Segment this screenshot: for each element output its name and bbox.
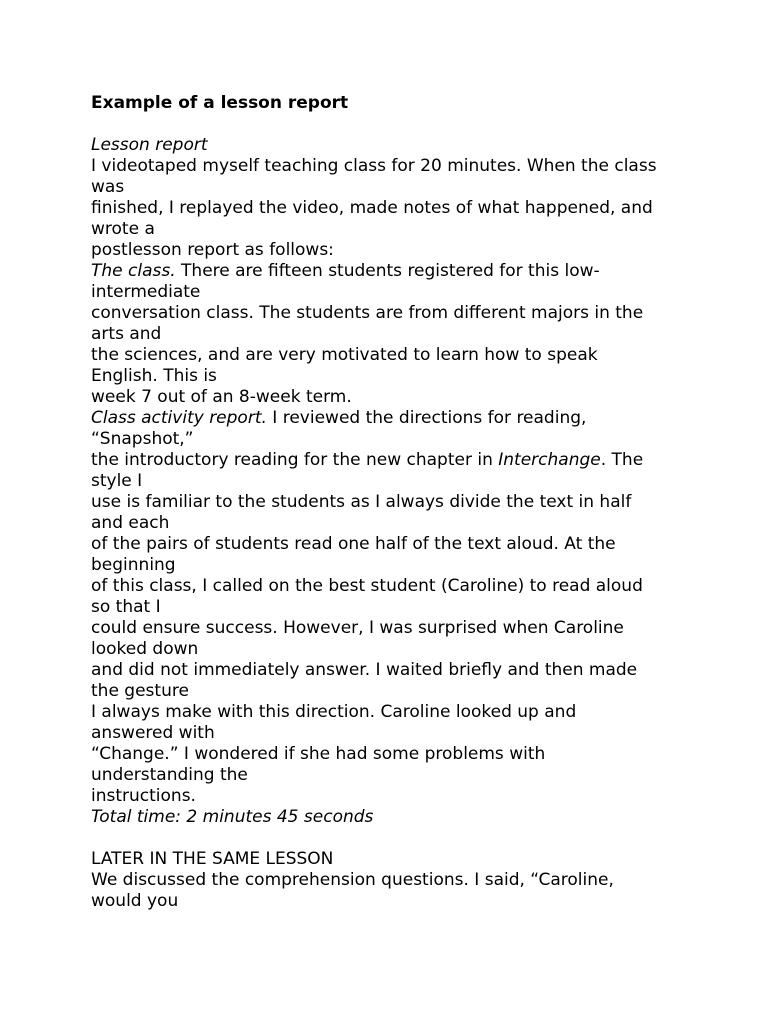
activity-label: Class activity report. [91,408,267,428]
text-line: intermediate [91,282,201,302]
text-line: English. This is [91,366,217,386]
text-line: week 7 out of an 8-week term. [91,387,352,407]
intro-paragraph [91,156,691,261]
text-line: and each [91,513,170,533]
text-line: “Snapshot,” [91,429,194,449]
text-line: “Change.” I wondered if she had some problems with [91,744,546,764]
text-line: so that I [91,597,161,617]
activity-line-rest: I reviewed the directions for reading, [266,408,587,428]
text-line: the sciences, and are very motivated to learn how to speak [91,345,598,365]
text-line: was [91,177,125,197]
text-line: postlesson report as follows: [91,240,334,260]
text-line: finished, I replayed the video, made notes of what happened, and [91,198,653,218]
document-page [91,93,691,912]
text-line: use is familiar to the students as I always divide the text in half [91,492,632,512]
text-line: answered with [91,723,215,743]
text-line: style I [91,471,143,491]
later-heading: LATER IN THE SAME LESSON [91,849,334,869]
text-line: arts and [91,324,162,344]
text-line: beginning [91,555,176,575]
text-line: instructions. [91,786,196,806]
text-line: looked down [91,639,199,659]
activity-paragraph [91,408,691,807]
text-line: We discussed the comprehension questions. I said, “Caroline, [91,870,614,890]
text-line: understanding the [91,765,248,785]
document-title: Example of a lesson report [91,93,349,113]
text-line: of this class, I called on the best student (Caroline) to read aloud [91,576,643,596]
activity-line3-pre: the introductory reading for the new chapter in [91,450,499,470]
text-line [91,450,691,471]
paragraph-spacer [91,828,691,849]
total-time: Total time: 2 minutes 45 seconds [91,807,374,827]
text-line: I videotaped myself teaching class for 20 minutes. When the class [91,156,657,176]
text-line: could ensure success. However, I was surprised when Caroline [91,618,624,638]
class-paragraph [91,261,691,408]
text-line: the gesture [91,681,189,701]
later-paragraph [91,870,691,912]
class-label: The class. [91,261,176,281]
book-title: Interchange [498,450,601,470]
text-line: conversation class. The students are from different majors in the [91,303,644,323]
text-line: would you [91,891,179,911]
text-line: wrote a [91,219,155,239]
text-line [91,408,691,429]
class-line-rest: There are fifteen students registered for this low- [175,261,600,281]
text-line [91,261,691,282]
activity-line3-post: . The [600,450,644,470]
text-line: and did not immediately answer. I waited briefly and then made [91,660,638,680]
text-line: I always make with this direction. Caroline looked up and [91,702,577,722]
section-heading: Lesson report [91,135,208,155]
text-line: of the pairs of students read one half of the text aloud. At the [91,534,616,554]
